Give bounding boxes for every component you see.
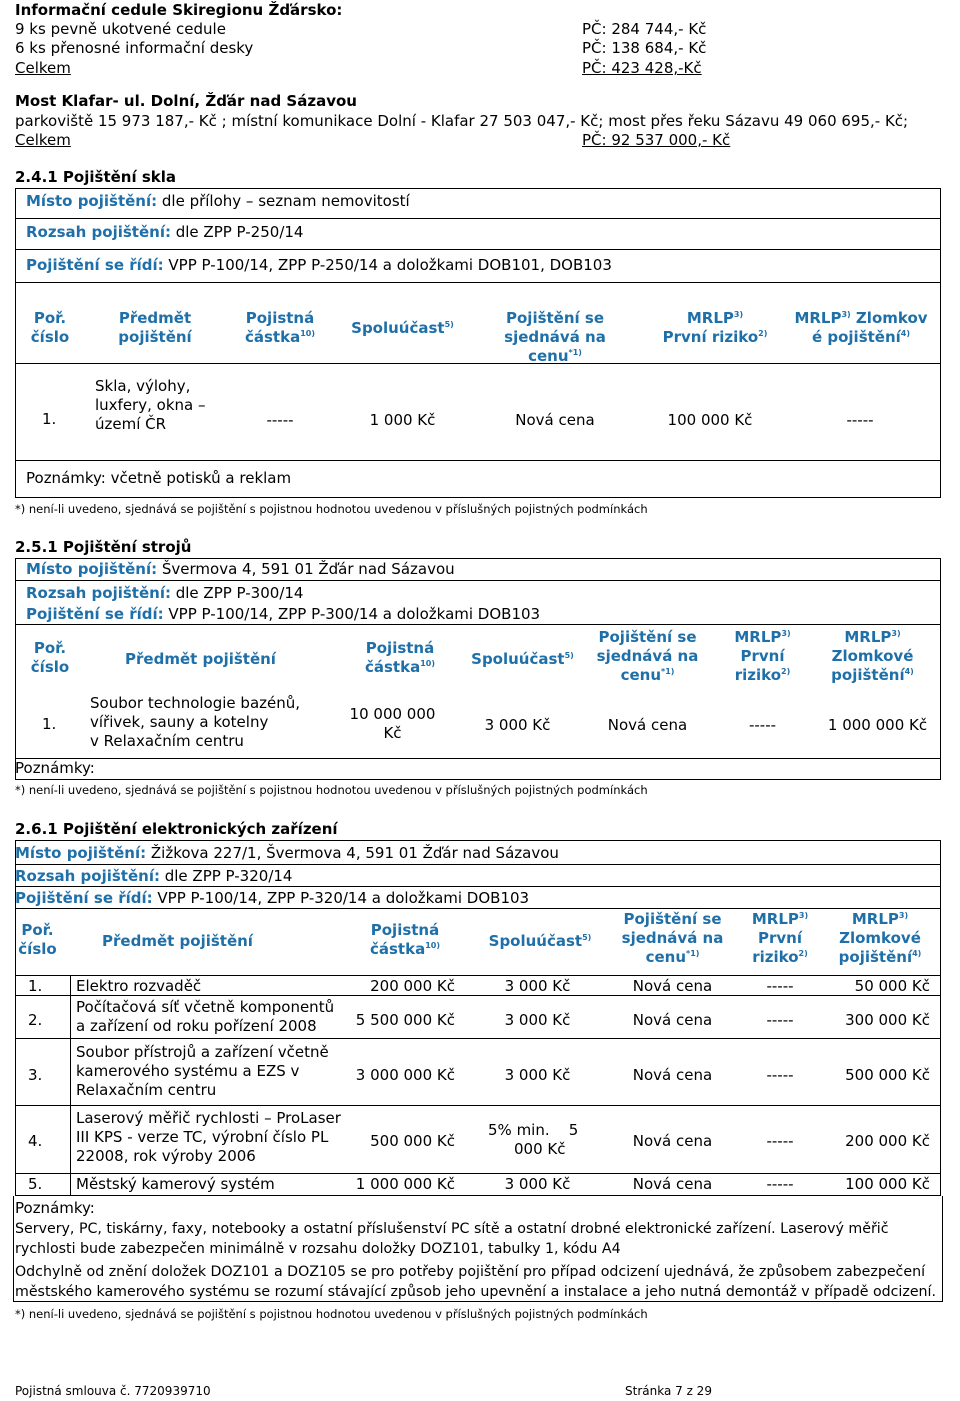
row-cena: Nová cena (632, 1011, 713, 1029)
row-number: 4. (28, 1132, 43, 1150)
row-cena: Nová cena (607, 716, 688, 734)
header-spoluucast: Spoluúčast$^{5)}$ (488, 932, 592, 950)
header-sjednava: Pojištění se sjednává na cenu$^{*1)}$ (504, 309, 606, 365)
row-castka: 200 000 Kč (370, 977, 455, 995)
misto-pojisteni: Místo pojištění: Žižkova 227/1, Švermova 4, 591 01 Žďár nad Sázavou (15, 844, 559, 862)
row-number: 3. (28, 1066, 43, 1084)
row-mrlp2: 500 000 Kč (845, 1066, 930, 1084)
note-line: Servery, PC, tiskárny, faxy, notebooky a ostatní příslušenství PC sítě a ostatní drobné elektronické zařízení. Laserový měřič (15, 1221, 889, 1237)
header-spoluucast: Spoluúčast$^{5)}$ (471, 650, 574, 668)
row-spoluucast: 5% min. 5 000 Kč (488, 1121, 579, 1158)
rozsah-pojisteni: Rozsah pojištění: dle ZPP P-300/14 (26, 584, 304, 602)
section-heading: 2.4.1 Pojištění skla (15, 168, 176, 186)
section-heading: 2.6.1 Pojištění elektronických zařízení (15, 820, 338, 838)
row-mrlp1: ----- (748, 716, 777, 734)
header-pojistna-castka: Pojistná částka$^{10)}$ (364, 639, 435, 676)
poznamky: Poznámky: (15, 1199, 95, 1217)
footnote: *) není-li uvedeno, sjednává se pojištění s pojistnou hodnotou uvedenou v příslušných pojistných podmínkách (15, 502, 648, 516)
row-subject: Počítačová síť včetně komponentů a zařízení od roku pořízení 2008 (76, 998, 335, 1035)
row-mrlp2: ----- (846, 411, 874, 429)
misto-pojisteni: Místo pojištění: dle přílohy – seznam nemovitostí (26, 192, 410, 210)
row-cena: Nová cena (632, 1132, 713, 1150)
row-spoluucast: 3 000 Kč (504, 1066, 571, 1084)
poznamky: Poznámky: (15, 759, 95, 777)
header-predmet: Předmět pojištění (102, 932, 253, 950)
row-number: 2. (28, 1011, 43, 1029)
most-line: parkoviště 15 973 187,- Kč ; místní komunikace Dolní - Klafar 27 503 047,- Kč; most přes řeku Sázavu 49 060 695,- Kč; (15, 112, 909, 130)
cedule-row-label: 6 ks přenosné informační desky (15, 39, 254, 57)
row-mrlp2: 50 000 Kč (854, 977, 930, 995)
header-predmet: Předmět pojištění (118, 309, 192, 346)
section-heading: 2.5.1 Pojištění strojů (15, 538, 192, 556)
rozsah-pojisteni: Rozsah pojištění: dle ZPP P-320/14 (15, 867, 293, 885)
most-title: Most Klafar- ul. Dolní, Žďár nad Sázavou (15, 92, 357, 110)
row-cena: Nová cena (632, 977, 713, 995)
poznamky: Poznámky: včetně potisků a reklam (26, 469, 292, 487)
header-mrlp-zlomkove: MRLP$^{3)}$ Zlomkové pojištění$^{4)}$ (838, 910, 922, 966)
footer-page-number: Stránka 7 z 29 (625, 1384, 712, 1398)
header-mrlp-zlomkove: MRLP$^{3)}$ Zlomkové pojištění$^{4)}$ (831, 628, 914, 684)
row-cena: Nová cena (632, 1175, 713, 1193)
row-spoluucast: 3 000 Kč (484, 716, 551, 734)
header-predmet: Předmět pojištění (125, 650, 276, 668)
footnote: *) není-li uvedeno, sjednává se pojištění s pojistnou hodnotou uvedenou v příslušných pojistných podmínkách (15, 1307, 648, 1321)
row-spoluucast: 3 000 Kč (504, 977, 571, 995)
row-mrlp1: 100 000 Kč (667, 411, 753, 429)
misto-pojisteni: Místo pojištění: Švermova 4, 591 01 Žďár nad Sázavou (26, 560, 455, 578)
row-mrlp1: ----- (766, 1011, 794, 1029)
row-subject: Laserový měřič rychlosti – ProLaser III KPS - verze TC, výrobní číslo PL 22008, rok výroby 2006 (76, 1109, 341, 1165)
cedule-row-value: PČ: 284 744,- Kč (582, 20, 707, 38)
row-mrlp1: ----- (766, 1132, 794, 1150)
row-mrlp2: 100 000 Kč (845, 1175, 930, 1193)
row-subject: Soubor technologie bazénů, vířivek, sauny a kotelny v Relaxačním centru (90, 694, 301, 750)
row-subject: Soubor přístrojů a zařízení včetně kamerového systému a EZS v Relaxačním centru (76, 1043, 329, 1099)
row-castka: 5 500 000 Kč (355, 1011, 455, 1029)
row-number: 1. (42, 410, 57, 428)
note-line: Odchylně od znění doložek DOZ101 a DOZ105 se pro potřeby pojištění pro případ odcizení ujednává, že způsobem zabezpečení (15, 1264, 926, 1280)
row-mrlp2: 200 000 Kč (845, 1132, 930, 1150)
row-mrlp2: 300 000 Kč (845, 1011, 930, 1029)
cedule-title: Informační cedule Skiregionu Žďársko: (15, 1, 343, 19)
header-spoluucast: Spoluúčast$^{5)}$ (351, 319, 454, 337)
footer-contract-number: Pojistná smlouva č. 7720939710 (15, 1384, 211, 1398)
row-subject: Skla, výlohy, luxfery, okna – území ČR (95, 377, 206, 433)
row-mrlp1: ----- (766, 977, 794, 995)
header-por: Poř. číslo (30, 309, 70, 346)
row-cena: Nová cena (515, 411, 595, 429)
row-spoluucast: 1 000 Kč (369, 411, 436, 429)
row-castka: 500 000 Kč (370, 1132, 455, 1150)
row-spoluucast: 3 000 Kč (504, 1175, 571, 1193)
row-mrlp2: 1 000 000 Kč (827, 716, 928, 734)
note-line: rychlosti bude zabezpečen minimálně v rozsahu doložky DOZ101, tabulky 1, kódu A4 (15, 1241, 621, 1257)
cedule-row-label: 9 ks pevně ukotvené cedule (15, 20, 226, 38)
cedule-total-label: Celkem (15, 59, 71, 77)
most-total-label: Celkem (15, 131, 71, 149)
note-line: městského kamerového systému se rozumí stávající způsob jeho upevnění a instalace a jeho nutná demontáž v případě odcizení. (15, 1284, 936, 1300)
cedule-row-value: PČ: 138 684,- Kč (582, 39, 707, 57)
header-sjednava: Pojištění se sjednává na cenu$^{*1)}$ (621, 910, 724, 966)
row-cena: Nová cena (632, 1066, 713, 1084)
header-por: Poř. číslo (18, 921, 57, 958)
row-mrlp1: ----- (766, 1175, 794, 1193)
row-castka: 1 000 000 Kč (355, 1175, 455, 1193)
footnote: *) není-li uvedeno, sjednává se pojištění s pojistnou hodnotou uvedenou v příslušných pojistných podmínkách (15, 783, 648, 797)
header-pojistna-castka: Pojistná částka$^{10)}$ (244, 309, 315, 346)
row-castka: 3 000 000 Kč (355, 1066, 455, 1084)
header-mrlp-prvni-riziko: MRLP$^{3)}$ První riziko$^{2)}$ (734, 628, 791, 684)
row-spoluucast: 3 000 Kč (504, 1011, 571, 1029)
header-pojistna-castka: Pojistná částka$^{10)}$ (369, 921, 440, 958)
pojisteni-se-ridi: Pojištění se řídí: VPP P-100/14, ZPP P-320/14 a doložkami DOB103 (15, 889, 530, 907)
pojisteni-se-ridi: Pojištění se řídí: VPP P-100/14, ZPP P-250/14 a doložkami DOB101, DOB103 (26, 256, 612, 274)
row-castka: 10 000 000 Kč (349, 705, 436, 742)
header-por: Poř. číslo (30, 639, 70, 676)
header-sjednava: Pojištění se sjednává na cenu$^{*1)}$ (596, 628, 699, 684)
rozsah-pojisteni: Rozsah pojištění: dle ZPP P-250/14 (26, 223, 304, 241)
row-castka: ----- (266, 411, 294, 429)
row-subject: Elektro rozvaděč (76, 977, 202, 995)
row-subject: Městský kamerový systém (76, 1175, 275, 1193)
header-mrlp-prvni-riziko: MRLP$^{3)}$ První riziko$^{2)}$ (662, 309, 768, 346)
pojisteni-se-ridi: Pojištění se řídí: VPP P-100/14, ZPP P-300/14 a doložkami DOB103 (26, 605, 541, 623)
row-number: 1. (28, 977, 43, 995)
row-number: 1. (42, 715, 57, 733)
header-mrlp-prvni-riziko: MRLP$^{3)}$ První riziko$^{2)}$ (751, 910, 809, 966)
header-mrlp-zlomkove: MRLP$^{3)}$ Zlomkov é pojištění$^{4)}$ (794, 309, 928, 346)
row-mrlp1: ----- (766, 1066, 794, 1084)
row-number: 5. (28, 1175, 43, 1193)
most-total-value: PČ: 92 537 000,- Kč (582, 131, 731, 149)
cedule-total-value: PČ: 423 428,-Kč (582, 59, 702, 77)
